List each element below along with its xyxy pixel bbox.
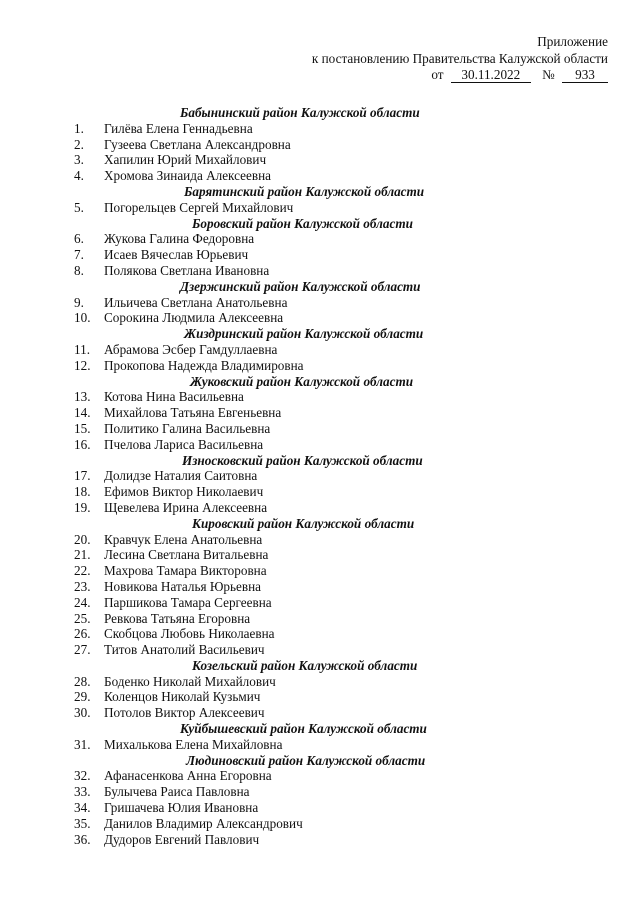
- person-name: Титов Анатолий Васильевич: [104, 642, 265, 658]
- item-number: 22.: [74, 563, 91, 579]
- item-number: 5.: [74, 199, 84, 215]
- item-number: 20.: [74, 531, 91, 547]
- list-item: [0, 200, 640, 216]
- person-name: Данилов Владимир Александрович: [104, 815, 303, 831]
- item-number: 13.: [74, 389, 91, 405]
- number-label: №: [542, 67, 555, 82]
- person-name: Скобцова Любовь Николаевна: [104, 626, 275, 642]
- item-number: 9.: [74, 294, 84, 310]
- item-number: 36.: [74, 831, 91, 847]
- person-name: Жукова Галина Федоровна: [104, 231, 255, 247]
- item-number: 33.: [74, 784, 91, 800]
- person-name: Лесина Светлана Витальевна: [104, 547, 269, 563]
- item-number: 17.: [74, 468, 91, 484]
- list-item: [0, 468, 640, 484]
- person-name: Михалькова Елена Михайловна: [104, 736, 283, 752]
- item-number: 28.: [74, 673, 91, 689]
- district-list: [0, 105, 640, 847]
- list-item: [0, 421, 640, 437]
- list-item: [0, 611, 640, 627]
- person-name: Щевелева Ирина Алексеевна: [104, 499, 268, 515]
- item-number: 10.: [74, 310, 91, 326]
- district-heading: Жиздринский район Калужской области: [184, 326, 424, 342]
- item-number: 21.: [74, 547, 91, 563]
- list-item: [0, 579, 640, 595]
- item-number: 35.: [74, 815, 91, 831]
- person-name: Хромова Зинаида Алексеевна: [104, 168, 271, 184]
- list-item: [0, 342, 640, 358]
- person-name: Погорельцев Сергей Михайлович: [104, 199, 294, 215]
- district-heading: Износковский район Калужской области: [182, 452, 423, 468]
- district-heading: Людиновский район Калужской области: [186, 752, 426, 768]
- resolution-date: 30.11.2022: [451, 68, 531, 83]
- person-name: Гузеева Светлана Александровна: [104, 136, 291, 152]
- item-number: 19.: [74, 499, 91, 515]
- list-item: [0, 563, 640, 579]
- district-heading: Кировский район Калужской области: [192, 515, 415, 531]
- item-number: 29.: [74, 689, 91, 705]
- list-item: [0, 137, 640, 153]
- list-item: [0, 816, 640, 832]
- list-item: [0, 642, 640, 658]
- item-number: 27.: [74, 642, 91, 658]
- list-item: [0, 484, 640, 500]
- person-name: Сорокина Людмила Алексеевна: [104, 310, 284, 326]
- person-name: Ревкова Татьяна Егоровна: [104, 610, 251, 626]
- list-item: [0, 358, 640, 374]
- list-item: [0, 674, 640, 690]
- list-item: [0, 231, 640, 247]
- district-heading: Бабынинский район Калужской области: [180, 105, 420, 120]
- person-name: Прокопова Надежда Владимировна: [104, 357, 304, 373]
- person-name: Коленцов Николай Кузьмич: [104, 689, 261, 705]
- item-number: 6.: [74, 231, 84, 247]
- list-item: [0, 500, 640, 516]
- list-item: [0, 784, 640, 800]
- date-number-line: [312, 67, 608, 84]
- person-name: Кравчук Елена Анатольевна: [104, 531, 263, 547]
- person-name: Пчелова Лариса Васильевна: [104, 436, 264, 452]
- item-number: 31.: [74, 736, 91, 752]
- appendix-label: Приложение: [537, 34, 608, 49]
- item-number: 23.: [74, 578, 91, 594]
- from-label: от: [431, 67, 444, 82]
- list-item: [0, 532, 640, 548]
- item-number: 16.: [74, 436, 91, 452]
- list-item: [0, 152, 640, 168]
- item-number: 7.: [74, 247, 84, 263]
- list-item: [0, 689, 640, 705]
- list-item: [0, 547, 640, 563]
- item-number: 1.: [74, 120, 84, 136]
- district-heading: Боровский район Калужской области: [192, 215, 413, 231]
- item-number: 14.: [74, 405, 91, 421]
- district-heading: Дзержинский район Калужской области: [180, 278, 421, 294]
- person-name: Абрамова Эсбер Гамдуллаевна: [104, 341, 278, 357]
- list-item: [0, 389, 640, 405]
- resolution-reference: к постановлению Правительства Калужской области: [311, 50, 608, 66]
- person-name: Исаев Вячеслав Юрьевич: [104, 247, 249, 263]
- district-heading: Жуковский район Калужской области: [190, 373, 414, 389]
- person-name: Потолов Виктор Алексеевич: [104, 705, 265, 721]
- list-item: [0, 310, 640, 326]
- person-name: Новикова Наталья Юрьевна: [104, 578, 261, 594]
- person-name: Боденко Николай Михайлович: [104, 673, 276, 689]
- person-name: Ефимов Виктор Николаевич: [104, 484, 264, 500]
- item-number: 18.: [74, 484, 91, 500]
- item-number: 12.: [74, 357, 91, 373]
- district-heading: Барятинский район Калужской области: [184, 183, 425, 199]
- person-name: Гилёва Елена Геннадьевна: [104, 120, 253, 136]
- person-name: Ильичева Светлана Анатольевна: [104, 294, 288, 310]
- person-name: Дудоров Евгений Павлович: [104, 831, 260, 847]
- item-number: 34.: [74, 800, 91, 816]
- item-number: 32.: [74, 768, 91, 784]
- list-item: [0, 595, 640, 611]
- document-header: [312, 34, 608, 84]
- list-item: [0, 626, 640, 642]
- person-name: Махрова Тамара Викторовна: [104, 563, 267, 579]
- list-item: [0, 832, 640, 848]
- list-item: [0, 705, 640, 721]
- list-item: [0, 295, 640, 311]
- person-name: Гришачева Юлия Ивановна: [104, 800, 259, 816]
- district-heading: Козельский район Калужской области: [192, 657, 418, 673]
- item-number: 8.: [74, 262, 84, 278]
- item-number: 4.: [74, 168, 84, 184]
- list-item: [0, 121, 640, 137]
- item-number: 2.: [74, 136, 84, 152]
- item-number: 30.: [74, 705, 91, 721]
- list-item: [0, 168, 640, 184]
- person-name: Полякова Светлана Ивановна: [104, 262, 270, 278]
- person-name: Булычева Раиса Павловна: [104, 784, 250, 800]
- resolution-number: 933: [562, 68, 608, 83]
- person-name: Паршикова Тамара Сергеевна: [104, 594, 272, 610]
- item-number: 11.: [74, 341, 90, 357]
- person-name: Политико Галина Васильевна: [104, 420, 271, 436]
- person-name: Хапилин Юрий Михайлович: [104, 152, 267, 168]
- list-item: [0, 247, 640, 263]
- list-item: [0, 800, 640, 816]
- list-item: [0, 263, 640, 279]
- district-heading: Куйбышевский район Калужской области: [180, 721, 427, 737]
- person-name: Долидзе Наталия Саитовна: [104, 468, 258, 484]
- item-number: 24.: [74, 594, 91, 610]
- person-name: Афанасенкова Анна Егоровна: [104, 768, 272, 784]
- item-number: 25.: [74, 610, 91, 626]
- list-item: [0, 405, 640, 421]
- list-item: [0, 768, 640, 784]
- list-item: [0, 437, 640, 453]
- list-item: [0, 737, 640, 753]
- person-name: Михайлова Татьяна Евгеньевна: [104, 405, 282, 421]
- item-number: 3.: [74, 152, 84, 168]
- person-name: Котова Нина Васильевна: [104, 389, 244, 405]
- item-number: 26.: [74, 626, 91, 642]
- item-number: 15.: [74, 420, 91, 436]
